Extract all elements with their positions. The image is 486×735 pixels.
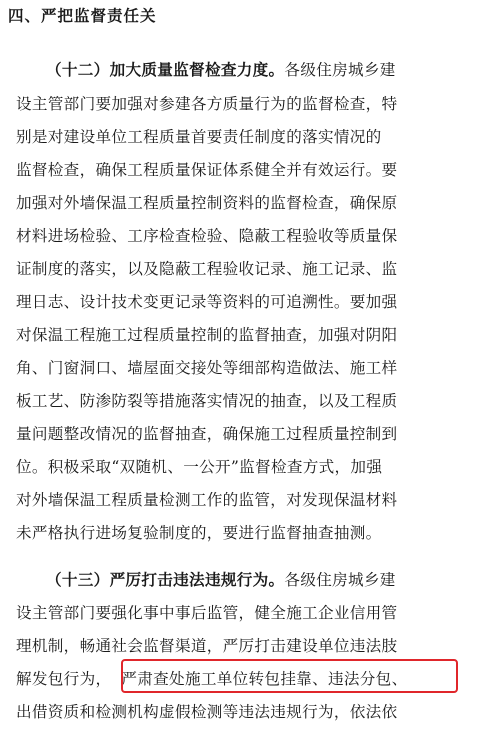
paragraph-line: 对外墙保温工程质量检测工作的监管，对发现保温材料 bbox=[16, 491, 398, 509]
paragraph-line: 设主管部门要强化事中事后监管，健全施工企业信用管 bbox=[16, 604, 398, 622]
highlight-box bbox=[121, 659, 458, 693]
paragraph-line: 材料进场检验、工序检查检验、隐蔽工程验收等质量保 bbox=[16, 227, 398, 245]
paragraph-line: 理机制，畅通社会监督渠道，严厉打击建设单位违法肢 bbox=[16, 637, 398, 655]
highlighted-text: 严肃查处施工单位转包挂靠、违法分包、 bbox=[121, 670, 408, 688]
paragraph-line: 位。积极采取“双随机、一公开”监督检查方式，加强 bbox=[16, 458, 383, 476]
paragraph-line: 出借资质和检测机构虚假检测等违法违规行为，依法依 bbox=[16, 703, 398, 721]
paragraph-line: 监督检查，确保工程质量保证体系健全并有效运行。要 bbox=[16, 161, 398, 179]
section-heading: 四、严把监督责任关 bbox=[8, 6, 157, 25]
paragraph-line: 量问题整改情况的监督抽查，确保施工过程质量控制到 bbox=[16, 425, 398, 443]
paragraph-line bbox=[46, 58, 396, 80]
paragraph-line: 证制度的落实，以及隐蔽工程验收记录、施工记录、监 bbox=[16, 260, 398, 278]
paragraph-text: 各级住房城乡建 bbox=[284, 61, 396, 79]
paragraph-line: 别是对建设单位工程质量首要责任制度的落实情况的 bbox=[16, 128, 382, 146]
paragraph-line bbox=[46, 568, 396, 590]
paragraph-line: 板工艺、防渗防裂等措施落实情况的抽查，以及工程质 bbox=[16, 392, 398, 410]
paragraph-line: 理日志、设计技术变更记录等资料的可追溯性。要加强 bbox=[16, 293, 398, 311]
paragraph-line: 设主管部门要加强对参建各方质量行为的监督检查，特 bbox=[16, 95, 398, 113]
section-12-title: （十二）加大质量监督检查力度。 bbox=[46, 60, 285, 79]
paragraph-text: 解发包行为， bbox=[16, 670, 112, 688]
paragraph-line: 加强对外墙保温工程质量控制资料的监督检查，确保原 bbox=[16, 194, 398, 212]
paragraph-line: 对保温工程施工过程质量控制的监督抽查，加强对阴阳 bbox=[16, 326, 398, 344]
section-13-title: （十三）严厉打击违法违规行为。 bbox=[46, 570, 285, 589]
paragraph-line: 角、门窗洞口、墙屋面交接处等细部构造做法、施工样 bbox=[16, 359, 398, 377]
paragraph-line: 未严格执行进场复验制度的，要进行监督抽查抽测。 bbox=[16, 524, 382, 542]
paragraph-text: 各级住房城乡建 bbox=[284, 571, 396, 589]
